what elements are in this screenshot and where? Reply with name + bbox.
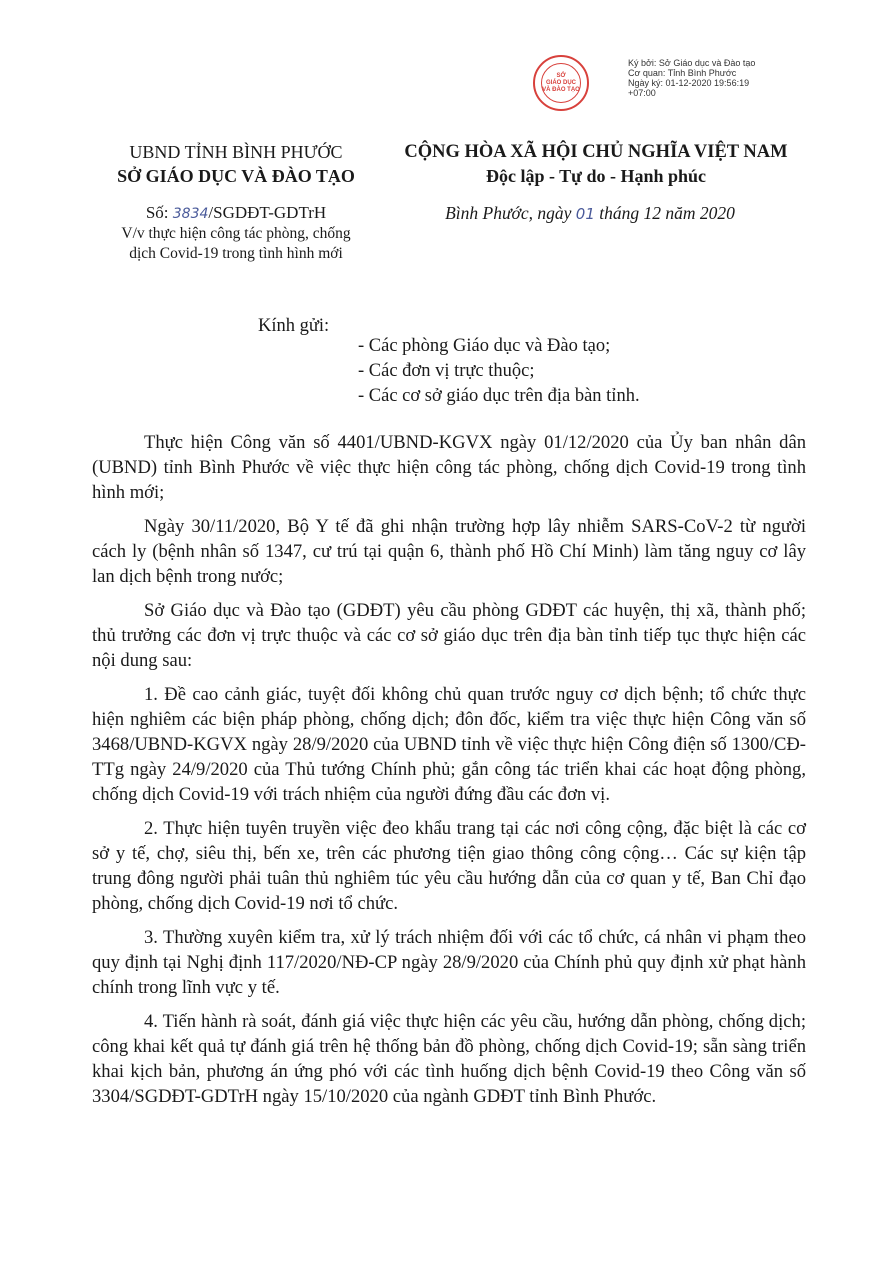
document-number-handwritten: 3834 bbox=[172, 206, 209, 222]
national-header bbox=[378, 140, 814, 188]
body-paragraph: Ngày 30/11/2020, Bộ Y tế đã ghi nhận trường hợp lây nhiễm SARS-CoV-2 từ người cách ly (bệnh nhân số 1347, cư trú tại quận 6, thành phố Hồ Chí Minh) làm tăng nguy cơ lây lan dịch bệnh trong nước; bbox=[92, 516, 806, 587]
signature-metadata bbox=[628, 58, 828, 98]
document-number: Số: 3834/SGDĐT-GDTrH bbox=[145, 203, 327, 222]
issuing-agency bbox=[96, 140, 376, 188]
addressee-label: Kính gửi: bbox=[258, 316, 330, 336]
place-and-date: Bình Phước, ngày 01 tháng 12 năm 2020 bbox=[445, 203, 735, 223]
nation-title: CỘNG HÒA XÃ HỘI CHỦ NGHĨA VIỆT NAM bbox=[404, 142, 788, 162]
org-parent: UBND TỈNH BÌNH PHƯỚC bbox=[129, 142, 343, 162]
body-paragraph: 3. Thường xuyên kiểm tra, xử lý trách nhiệm đối với các tổ chức, cá nhân vi phạm theo quy định tại Nghị định 117/2020/NĐ-CP ngày 28/9/2020 của Chính phủ quy định xử phạt hành chính trong lĩnh vực y tế. bbox=[92, 927, 806, 998]
body-paragraph: Sở Giáo dục và Đào tạo (GDĐT) yêu cầu phòng GDĐT các huyện, thị xã, thành phố; thủ trưởng các đơn vị trực thuộc và các cơ sở giáo dục trên địa bàn tỉnh tiếp tục thực hiện các nội dung sau: bbox=[92, 600, 806, 671]
signer-agency: Cơ quan: Tỉnh Bình Phước bbox=[628, 68, 737, 78]
org-name: SỞ GIÁO DỤC VÀ ĐÀO TẠO bbox=[117, 166, 355, 186]
body-paragraph: 2. Thực hiện tuyên truyền việc đeo khẩu trang tại các nơi công cộng, đặc biệt là các cơ sở y tế, chợ, siêu thị, bến xe, trên các phương tiện giao thông công cộng… Các sự kiện tập trung đông người phải tuân thủ nghiêm túc yêu cầu hướng dẫn của cơ quan y tế, Ban Chỉ đạo phòng, chống dịch Covid-19 nơi tổ chức. bbox=[92, 818, 806, 914]
body-paragraph: 4. Tiến hành rà soát, đánh giá việc thực hiện các yêu cầu, hướng dẫn phòng, chống dịch; công khai kết quả tự đánh giá trên hệ thống bản đồ phòng, chống dịch Covid-19; sẵn sàng triển khai kịch bản, phương án ứng phó với các tình huống dịch bệnh Covid-19 theo Công văn số 3304/SGDĐT-GDTrH ngày 15/10/2020 của ngành GDĐT tỉnh Bình Phước. bbox=[92, 1011, 806, 1107]
addressee-list bbox=[358, 334, 640, 409]
addressee-item: - Các cơ sở giáo dục trên địa bàn tỉnh. bbox=[358, 386, 640, 406]
signed-timezone: +07:00 bbox=[628, 88, 656, 98]
body-paragraph: Thực hiện Công văn số 4401/UBND-KGVX ngày 01/12/2020 của Ủy ban nhân dân (UBND) tỉnh Bình Phước về việc thực hiện công tác phòng, chống dịch Covid-19 trong tình hình mới; bbox=[92, 432, 806, 503]
national-motto: Độc lập - Tự do - Hạnh phúc bbox=[485, 166, 707, 186]
date-day-handwritten: 01 bbox=[575, 205, 595, 223]
document-body bbox=[92, 430, 806, 1118]
body-paragraph: 1. Đề cao cảnh giác, tuyệt đối không chủ quan trước nguy cơ dịch bệnh; tổ chức thực hiện nghiêm các biện pháp phòng, chống dịch; đôn đốc, kiểm tra việc thực hiện Công văn số 3468/UBND-KGVX ngày 28/9/2020 của UBND tỉnh về việc thực hiện Công điện số 1300/CĐ-TTg ngày 24/9/2020 của Thủ tướng Chính phủ; gắn công tác triển khai các hoạt động phòng, chống dịch Covid-19 với trách nhiệm của người đứng đầu các đơn vị. bbox=[92, 684, 806, 805]
digital-signature-seal bbox=[533, 55, 589, 111]
addressee-item: - Các phòng Giáo dục và Đào tạo; bbox=[358, 336, 611, 356]
seal-text: SỞ GIÁO DỤC VÀ ĐÀO TẠO bbox=[542, 73, 580, 93]
signed-date: Ngày ký: 01-12-2020 19:56:19 bbox=[628, 78, 750, 88]
signer: Ký bởi: Sở Giáo dục và Đào tạo bbox=[628, 58, 756, 68]
addressee-item: - Các đơn vị trực thuộc; bbox=[358, 361, 535, 381]
document-subject: V/v thực hiện công tác phòng, chống dịch Covid-19 trong tình hình mới bbox=[121, 225, 351, 262]
